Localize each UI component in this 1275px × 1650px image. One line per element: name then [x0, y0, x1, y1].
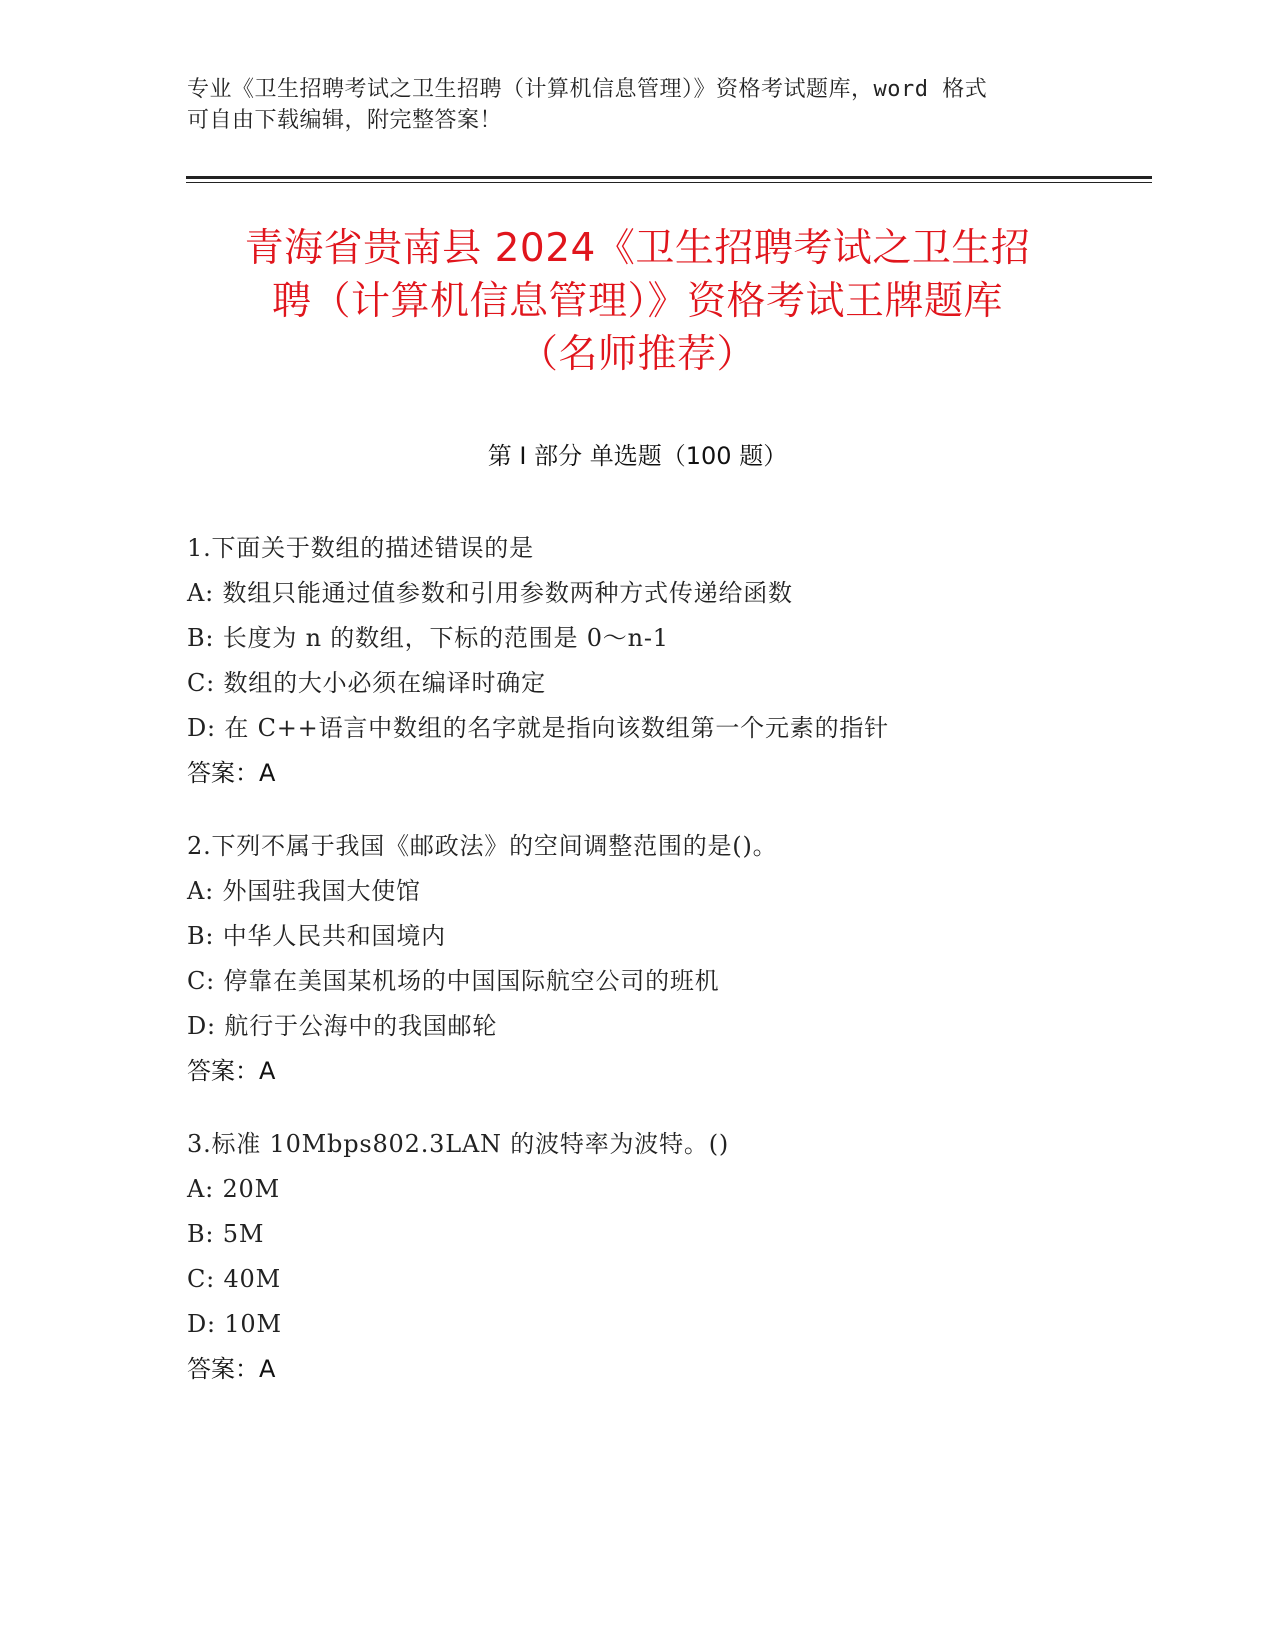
answer: 答案：A	[187, 1057, 276, 1085]
question-list	[187, 526, 1187, 1420]
option-b: B: 5M	[187, 1220, 265, 1248]
header-note	[187, 74, 1087, 136]
question-stem: 3.标准 10Mbps802.3LAN 的波特率为波特。()	[187, 1130, 730, 1158]
question-stem: 1.下面关于数组的描述错误的是	[187, 534, 534, 562]
option-d: D: 航行于公海中的我国邮轮	[187, 1012, 498, 1040]
option-c: C: 停靠在美国某机场的中国国际航空公司的班机	[187, 967, 720, 995]
option-b: B: 中华人民共和国境内	[187, 922, 446, 950]
header-note-line-1: 专业《卫生招聘考试之卫生招聘（计算机信息管理）》资格考试题库，word 格式	[187, 77, 988, 102]
question-2	[187, 824, 1187, 1094]
option-c: C: 数组的大小必须在编译时确定	[187, 669, 546, 697]
option-d: D: 10M	[187, 1310, 282, 1338]
question-stem: 2.下列不属于我国《邮政法》的空间调整范围的是()。	[187, 832, 778, 860]
document-title-line-1: 青海省贵南县 2024《卫生招聘考试之卫生招	[244, 226, 1031, 271]
option-d: D: 在 C++语言中数组的名字就是指向该数组第一个元素的指针	[187, 714, 889, 742]
header-note-line-2: 可自由下载编辑，附完整答案！	[187, 108, 503, 133]
document-title-line-2: 聘（计算机信息管理）》资格考试王牌题库	[271, 279, 1003, 324]
document-title	[150, 222, 1125, 381]
option-a: A: 外国驻我国大使馆	[187, 877, 421, 905]
option-b: B: 长度为 n 的数组，下标的范围是 0～n-1	[187, 624, 669, 652]
answer: 答案：A	[187, 1355, 276, 1383]
section-heading: 第 I 部分 单选题（100 题）	[487, 442, 788, 470]
answer: 答案：A	[187, 759, 276, 787]
option-a: A: 数组只能通过值参数和引用参数两种方式传递给函数	[187, 579, 793, 607]
question-1	[187, 526, 1187, 796]
option-c: C: 40M	[187, 1265, 281, 1293]
header-divider-thick	[186, 176, 1152, 179]
option-a: A: 20M	[187, 1175, 280, 1203]
header-divider-thin	[186, 182, 1152, 183]
question-3	[187, 1122, 1187, 1392]
document-title-line-3: （名师推荐）	[518, 332, 756, 377]
